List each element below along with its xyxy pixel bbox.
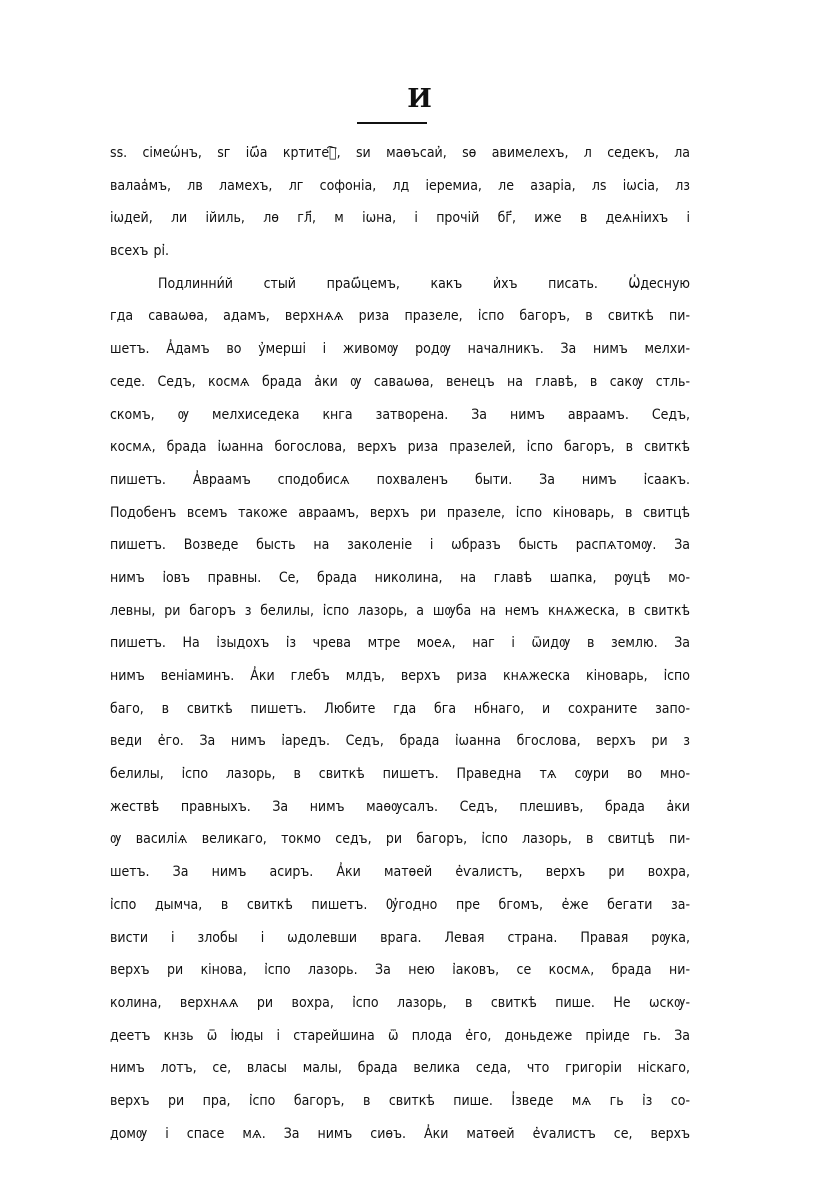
text-line: левны, ри багоръ з белилы, і҆спо лазорь, а шѹба на немъ кнѧжеска, в свиткѣ [110,602,690,619]
text-line: седе. Седъ, космѧ брада а҆ки ѹ саваѡѳа, венецъ на главѣ, в сакѹ стль- [110,373,690,390]
text-line: пишетъ. Возведе бысть на заколеніе і ѡбразъ бысть распѧтомѹ. За [110,537,690,554]
text-line: баго, в свиткѣ пишетъ. Любите гда бга нбнаго, и сохраните запо- [110,700,690,717]
text-line: верхъ ри пра, і҆спо багоръ, в свиткѣ пише. І҆зведе мѧ гь і҆з со- [110,1092,690,1109]
text-line: домѹ і спасе мѧ. За нимъ сиѳъ. А҆ки матѳей е҆ѵалистъ се, верхъ [110,1125,690,1142]
text-line: шетъ. А҆дамъ во у҆мерші і живомѹ родѹ началникъ. За нимъ мелхи- [110,341,690,358]
text-line: веди е҆го. За нимъ і҆аредъ. Седъ, брада і҆ѡанна бгослова, верхъ ри з [110,733,690,750]
page-number: И [407,84,433,114]
text-line: деетъ кнзь ѿ і҆юды і старейшина ѿ плода е҆го, доньдеже пріиде гь. За [110,1027,690,1044]
text-line: жествѣ правныхъ. За нимъ маѳѹсалъ. Седъ, плешивъ, брада а҆ки [110,798,690,815]
text-line: іѡдей, ли ійиль, лѳ гл҃, м іѡна, і прочій бг҃, иже в деѧніихъ і [110,210,690,227]
text-line: всехъ рі҆. [110,243,169,260]
body-text [110,137,690,1150]
text-line: скомъ, ѹ мелхиседека кнга затворена. За нимъ авраамъ. Седъ, [110,406,690,423]
text-line: і҆спо дымча, в свиткѣ пишетъ. Ѹ҆годно пре бгомъ, е҆же бегати за- [110,896,690,913]
text-line: висти і злобы і ѡдолевши врага. Левая страна. Правая рѹка, [110,929,690,946]
text-line: Подобенъ всемъ такоже авраамъ, верхъ ри празеле, і҆спо кіноварь, в свитцѣ [110,504,690,521]
text-line: белилы, і҆спо лазорь, в свиткѣ пишетъ. Праведна тѧ сѹри во мно- [110,766,690,783]
text-line: валаа҆мъ, лв ламехъ, лг софоніа, лд іеремиа, ле азаріа, лѕ іѡсіа, лз [110,177,690,194]
text-line: пишетъ. А҆враамъ сподобисѧ похваленъ быти. За нимъ і҆саакъ. [110,471,690,488]
text-line: ѕѕ. сімеѡ́нъ, ѕг іѡ҃а кртитеⷧ҇, ѕи маѳъсаи҆, ѕѳ авимелехъ, л седекъ, лa [110,145,690,161]
text-line: нимъ веніаминъ. А҆ки глебъ млдъ, верхъ риза кнѧжеска кіноварь, і҆спо [110,668,690,684]
text-line: нимъ і҆овъ правны. Се, брада николина, на главѣ шапка, рѹцѣ мо- [110,569,690,586]
text-line: космѧ, брада і҆ѡанна богослова, верхъ риза празелей, і҆спо багоръ, в свиткѣ [110,439,690,456]
text-line: пишетъ. На і҆зыдохъ і҆з чрева мтре моеѧ, наг і ѿидѹ в землю. За [110,635,690,652]
text-line: ѹ василіѧ великаго, токмо седъ, ри багоръ, і҆спо лазорь, в свитцѣ пи- [110,831,690,848]
text-line: верхъ ри кінова, і҆спо лазорь. За нею і҆аковъ, се космѧ, брада ни- [110,962,690,979]
text-line: колина, верхнѧѧ ри вохра, і҆спо лазорь, в свиткѣ пише. Не ѡскѹ- [110,994,690,1011]
header-rule [357,122,427,124]
text-line: шетъ. За нимъ асиръ. А҆ки матѳей е҆ѵалистъ, верхъ ри вохра, [110,864,690,881]
text-line: гда саваѡѳа, адамъ, верхнѧѧ риза празеле, і҆спо багоръ, в свиткѣ пи- [110,308,690,325]
text-line: нимъ лотъ, се, власы малы, брада велика седа, что григоріи ніскаго, [110,1060,690,1077]
paragraph-start: Подлинни́й стый праѡ҃цемъ, какъ и҆хъ писать. Ѡ҆десную [158,275,690,292]
